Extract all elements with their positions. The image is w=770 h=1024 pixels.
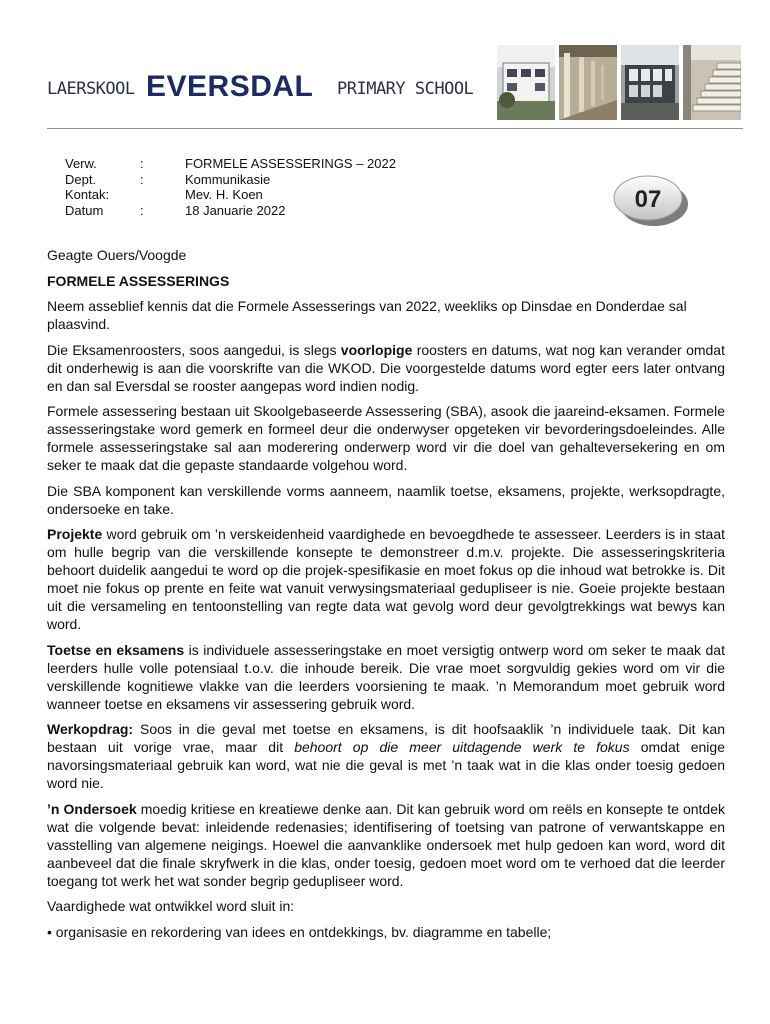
logo-primary-school-text: PRIMARY SCHOOL [337,79,474,99]
letter-body [47,246,725,948]
salutation: Geagte Ouers/Voogde [47,247,187,263]
paragraph-sba-component: Die SBA komponent kan verskillende vorms aanneem, naamlik toetse, eksamens, projekte, werksopdragte, ondersoeke en take. [47,482,725,517]
logo-eversdal-text: EVERSDAL [146,70,314,103]
paragraph-formal-assessment: Formele assessering bestaan uit Skoolgebaseerde Assessering (SBA), asook die jaareind-eksamen. Formele assesseringstake word gemerk en formeel deur die onderwyser opgeteken vir bevorderingsdoeleindes. Alle formele assesseringstake sal aan moderering onderwerp word vir die doel van gehalteversekering en om seker te maak dat die gepaste standaarde volgehou word. [47,403,725,473]
paragraph-assignment [47,720,725,792]
date-value: 18 Januarie 2022 [185,202,286,218]
department-label: Dept. [65,171,97,187]
emphasis-italic: behoort op die meer uitdagende werk te fokus [294,739,630,755]
school-building-photo [497,45,555,120]
reference-value: FORMELE ASSESSERINGS – 2022 [185,156,396,171]
reference-label: Verw. [65,156,97,171]
heading-toetse-en-eksamens: Toetse en eksamens [47,641,185,658]
paragraph-tests-exams [47,641,725,713]
paragraph-text: roosters en datums, wat nog kan verander omdat dit onderhewig is aan die voorskrifte van die WKOD. Die voorgestelde datums word egter eers later ontvang en dan sal Eversdal se rooster aangepas word indien nodig. [47,341,725,394]
department-colon: : [140,171,144,187]
date-colon: : [140,202,144,218]
reference-colon: : [140,156,144,171]
contact-label: Kontak: [65,187,110,202]
department-value: Kommunikasie [185,171,271,187]
paragraph-exam-timetables [47,341,725,395]
paragraph-projects [47,525,725,633]
circular-number-text: 07 [634,186,662,213]
paragraph-schedule: Neem asseblief kennis dat die Formele Assesserings van 2022, weekliks op Dinsdae en Donderdae sal plaasvind. [47,298,687,332]
colonnade-photo [559,45,617,120]
paragraph-text: Soos in die geval met toetse en eksamens, is dit hoofsaaklik ’n individuele taak. Dit kan bestaan uit vorige vrae, maar dit [47,721,725,755]
header-divider [47,128,743,129]
school-photo-strip [497,45,741,120]
classroom-block-photo [621,45,679,120]
date-label: Datum [65,202,104,218]
paragraph-text: moedig kritiese en kreatiewe denke aan. Dit kan gebruik word om reëls en konsepte te ontdek wat die volgende bevat: inleidende redenasies; identifisering of toetsing van patrone of verwantskappe en vasstelling van algemene neigings. Hoewel die aanvanklike ondersoek met hulp gedoen kan word, word dit aanbeveel dat die finale skryfwerk in die klas, onder toesig, gedoen moet word om te verhoed dat die leerder toegang tot werk het wat sonder begrip gedupliseer word. [47,800,726,889]
paragraph-text: omdat enige navorsingsmateriaal gebruik kan word, wat nie die geval is met ’n taak wat in die klas onder toesig gedoen word nie. [47,739,725,791]
paragraph-text: word gebruik om ’n verskeidenheid vaardighede en bevoegdhede te assesseer. Leerders is in staat om hulle begrip van die verskillende konsepte te demonstreer d.m.v. projekte. Die assesseringskriteria behoort duidelik aangedui te word op die projek-spesifikasie en moet fokus op die inhoud wat betrokke is. Dit moet nie fokus op prente en feite wat vanuit verwysingsmateriaal gedupliseer is nie. Goeie projekte bestaan uit die versameling en tentoonstelling van regte data wat gevolg word deur gevolgtrekkings wat bewys kan word. [47,526,725,632]
heading-projekte: Projekte [47,526,103,542]
staircase-photo [683,45,741,120]
heading-ondersoek: ’n Ondersoek [47,800,137,817]
letter-heading: FORMELE ASSESSERINGS [47,272,230,289]
heading-werkopdrag: Werkopdrag: [47,721,134,737]
contact-value: Mev. H. Koen [185,187,263,202]
paragraph-text: is individuele assesseringstake en moet versigtig ontwerp word om seker te maak dat leerders hulle volle potensiaal t.o.v. die inhoude bereik. Die vrae moet sorgvuldig gekies word om vir die verskillende kognitiewe vlakke van die leerders voorsiening te maak. ’n Memorandum moet gebruik word wanneer toetse en eksamens vir assessering gebruik word. [47,641,725,712]
paragraph-investigation [47,800,725,890]
bullet-item: • organisasie en rekordering van idees en ontdekkings, bv. diagramme en tabelle; [47,923,552,940]
logo-laerskool-text: LAERSKOOL [47,79,135,99]
emphasis-voorlopige: voorlopige [340,341,413,358]
paragraph-skills-intro: Vaardighede wat ontwikkel word sluit in: [47,898,295,914]
letterhead [0,0,770,130]
paragraph-text: Die Eksamenroosters, soos aangedui, is slegs [47,341,341,358]
